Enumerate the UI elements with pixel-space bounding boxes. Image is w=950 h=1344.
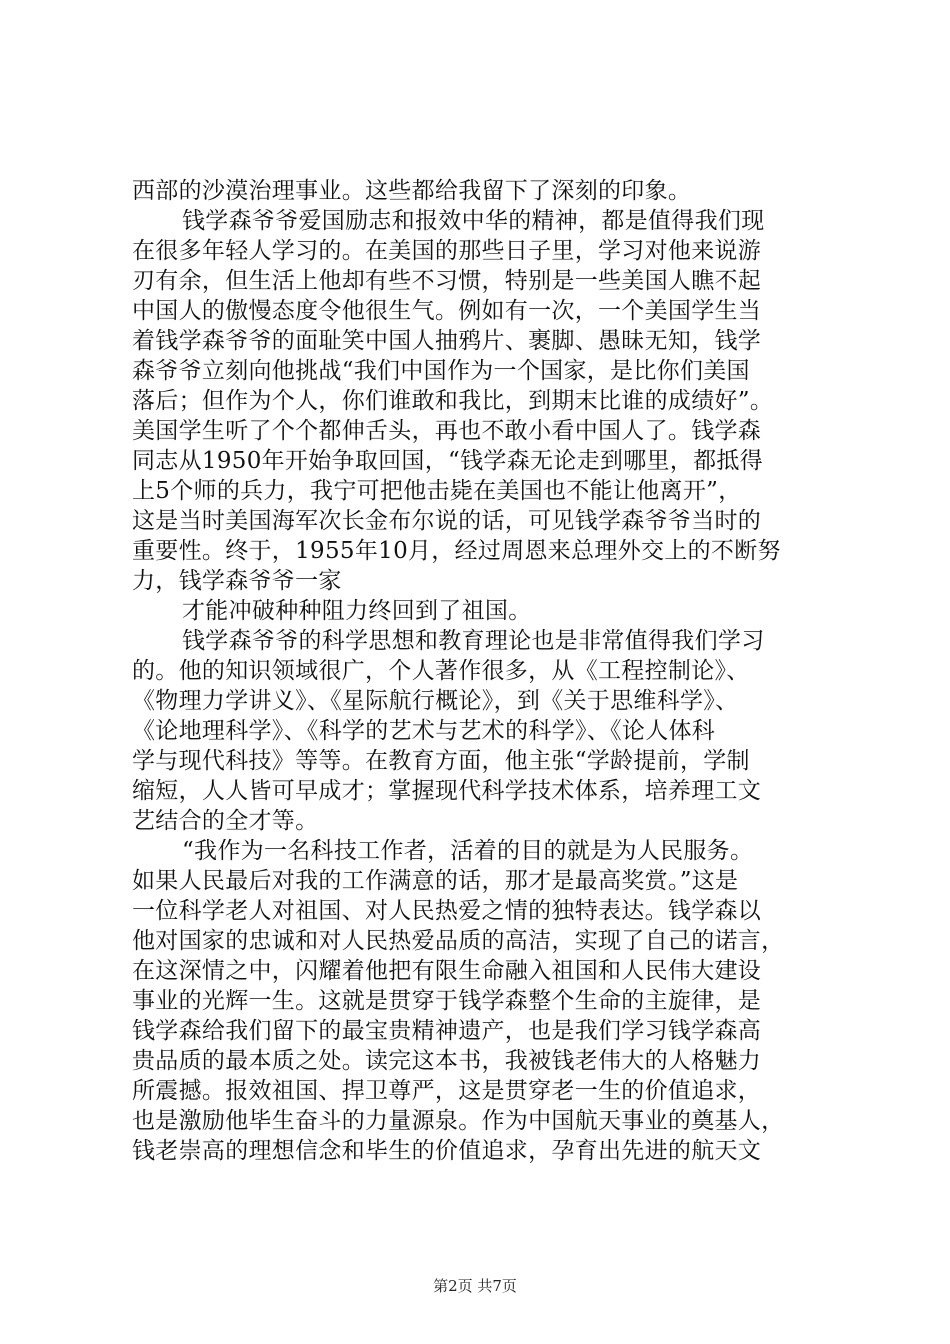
text-line: 钱老崇高的理想信念和毕生的价值追求，孕育出先进的航天文 (132, 1138, 762, 1164)
text-line: 《物理力学讲义》、《星际航行概论》，到《关于思维科学》、 (132, 688, 739, 714)
text-line: 西部的沙漠治理事业。这些都给我留下了深刻的印象。 (132, 178, 692, 204)
text-line: 一位科学老人对祖国、对人民热爱之情的独特表达。钱学森以 (132, 898, 762, 924)
text-line: 贵品质的最本质之处。读完这本书，我被钱老伟大的人格魅力 (132, 1048, 762, 1074)
text-line: 艺结合的全才等。 (132, 808, 319, 834)
text-line: 森爷爷立刻向他挑战“我们中国作为一个国家，是比你们美国 (132, 358, 750, 384)
text-line: 美国学生听了个个都伸舌头，再也不敢小看中国人了。钱学森 (132, 418, 762, 444)
page-number-footer: 第2页 共7页 (433, 1277, 517, 1295)
text-line: 学与现代科技》等等。在教育方面，他主张“学龄提前，学制 (132, 748, 750, 774)
text-line: 刃有余，但生活上他却有些不习惯，特别是一些美国人瞧不起 (132, 268, 762, 294)
text-line: 力，钱学森爷爷一家 (132, 568, 342, 594)
text-line: 钱学森爷爷的科学思想和教育理论也是非常值得我们学习 (182, 628, 765, 654)
text-line: 在这深情之中，闪耀着他把有限生命融入祖国和人民伟大建设 (132, 958, 762, 984)
text-line: 所震撼。报效祖国、捍卫尊严，这是贯穿老一生的价值追求， (132, 1078, 762, 1104)
text-line: 也是激励他毕生奋斗的力量源泉。作为中国航天事业的奠基人， (132, 1108, 785, 1134)
text-line: 他对国家的忠诚和对人民热爱品质的高洁，实现了自己的诺言， (132, 928, 785, 954)
text-line: 中国人的傲慢态度令他很生气。例如有一次，一个美国学生当 (132, 298, 762, 324)
text-line: 《论地理科学》、《科学的艺术与艺术的科学》、《论人体科 (132, 718, 716, 744)
text-line: 重要性。终于，1955年10月，经过周恩来总理外交上的不断努 (132, 538, 781, 564)
text-line: 同志从1950年开始争取回国，“钱学森无论走到哪里，都抵得 (132, 448, 763, 474)
text-line: 着钱学森爷爷的面耻笑中国人抽鸦片、裹脚、愚昧无知，钱学 (132, 328, 762, 354)
text-line: 事业的光辉一生。这就是贯穿于钱学森整个生命的主旋律，是 (132, 988, 762, 1014)
text-line: 在很多年轻人学习的。在美国的那些日子里，学习对他来说游 (132, 238, 762, 264)
text-line: “我作为一名科技工作者，活着的目的就是为人民服务。 (182, 838, 754, 864)
text-line: 上5个师的兵力，我宁可把他击毙在美国也不能让他离开”， (132, 478, 742, 504)
text-line: 如果人民最后对我的工作满意的话，那才是最高奖赏。”这是 (132, 868, 739, 894)
text-line: 的。他的知识领域很广，个人著作很多，从《工程控制论》、 (132, 658, 750, 684)
text-line: 钱学森爷爷爱国励志和报效中华的精神，都是值得我们现 (182, 208, 765, 234)
text-line: 缩短，人人皆可早成才；掌握现代科学技术体系，培养理工文 (132, 778, 762, 804)
text-line: 才能冲破种种阻力终回到了祖国。 (182, 598, 532, 624)
text-line: 钱学森给我们留下的最宝贵精神遗产，也是我们学习钱学森高 (132, 1018, 762, 1044)
text-line: 落后；但作为个人，你们谁敢和我比，到期末比谁的成绩好”。 (132, 388, 774, 414)
text-line: 这是当时美国海军次长金布尔说的话，可见钱学森爷爷当时的 (132, 508, 762, 534)
